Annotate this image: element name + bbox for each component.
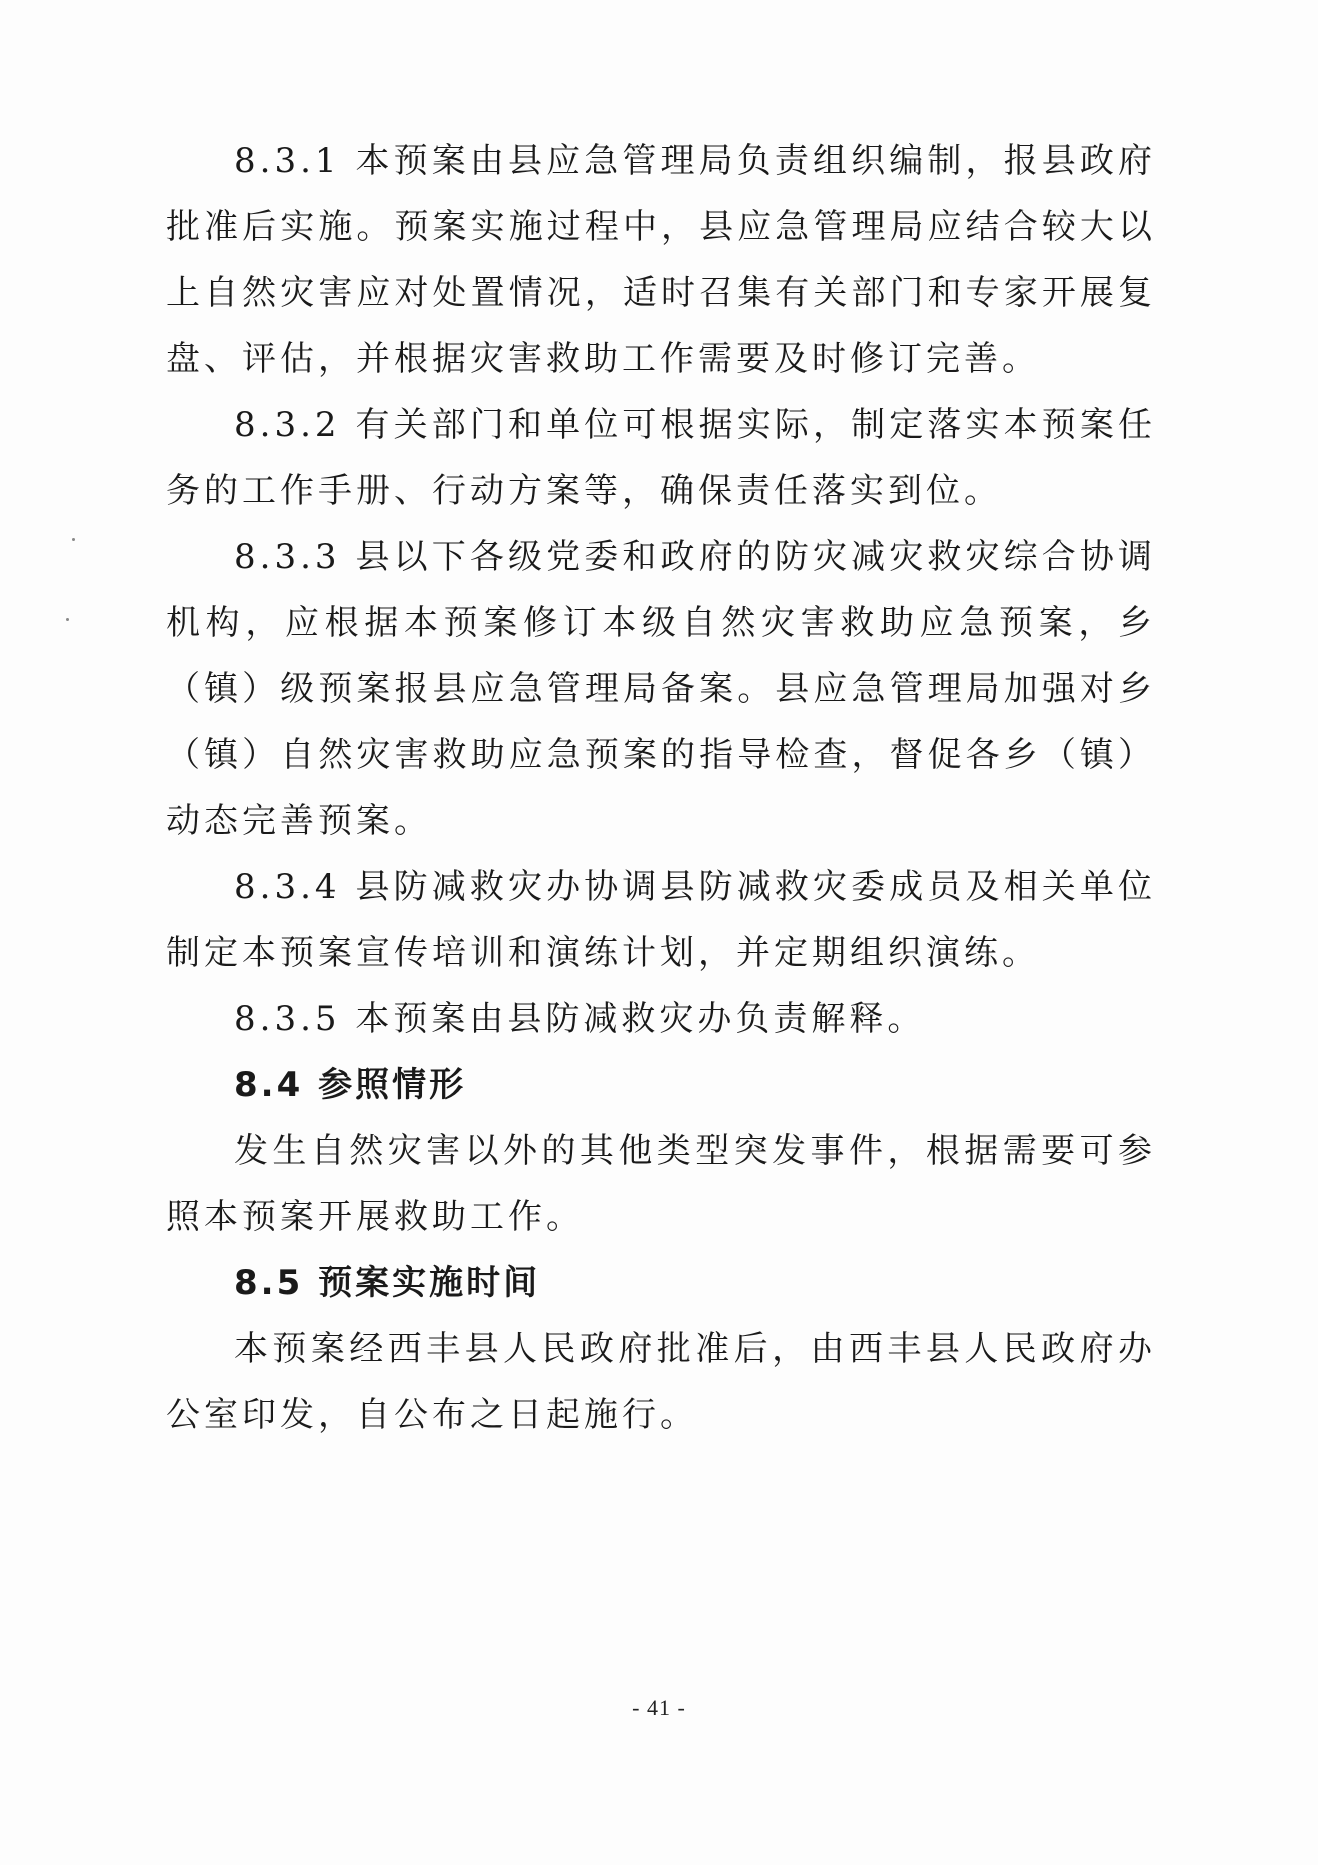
section-heading-8-5: 8.5 预案实施时间: [234, 1263, 541, 1303]
paragraph-8-3-1: 8.3.1 本预案由县应急管理局负责组织编制，报县政府批准后实施。预案实施过程中，县应急管理局应结合较大以上自然灾害应对处置情况，适时召集有关部门和专家开展复盘、评估，并根据灾害救助工作需要及时修订完善。: [166, 141, 1156, 379]
section-heading-8-4: 8.4 参照情形: [234, 1065, 467, 1105]
page-number: - 41 -: [632, 1695, 686, 1720]
scan-speck: [72, 538, 75, 541]
paragraph-8-3-4: 8.3.4 县防减救灾办协调县防减救灾委成员及相关单位制定本预案宣传培训和演练计划，并定期组织演练。: [166, 867, 1156, 973]
document-body: [166, 128, 1156, 1448]
paragraph-8-3-5: 8.3.5 本预案由县防减救灾办负责解释。: [234, 999, 926, 1039]
paragraph-8-3-3: 8.3.3 县以下各级党委和政府的防灾减灾救灾综合协调机构，应根据本预案修订本级自然灾害救助应急预案，乡（镇）级预案报县应急管理局备案。县应急管理局加强对乡（镇）自然灾害救助应急预案的指导检查，督促各乡（镇）动态完善预案。: [166, 537, 1156, 841]
paragraph-8-3-2: 8.3.2 有关部门和单位可根据实际，制定落实本预案任务的工作手册、行动方案等，确保责任落实到位。: [166, 405, 1156, 511]
scan-speck: [66, 618, 69, 621]
paragraph-8-4: 发生自然灾害以外的其他类型突发事件，根据需要可参照本预案开展救助工作。: [166, 1131, 1156, 1237]
paragraph-8-5: 本预案经西丰县人民政府批准后，由西丰县人民政府办公室印发，自公布之日起施行。: [166, 1329, 1156, 1435]
